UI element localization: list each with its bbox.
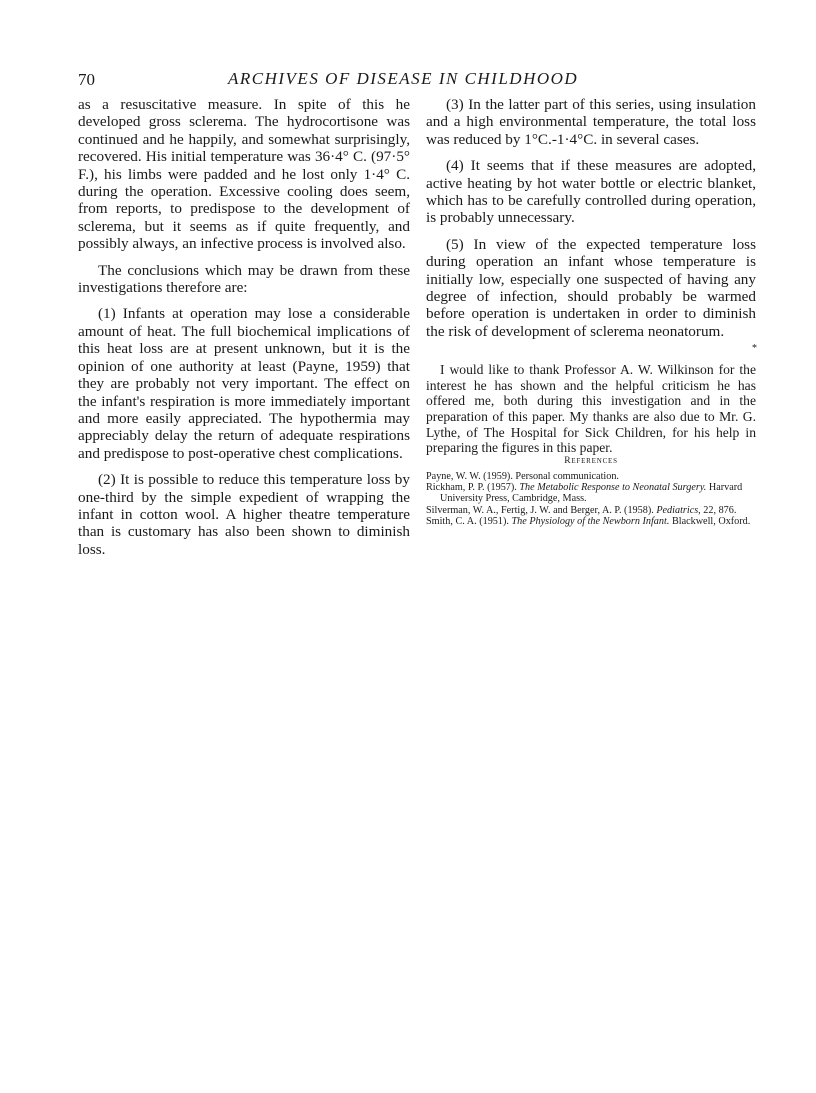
body-paragraph: The conclusions which may be drawn from these investigations therefore are:	[78, 261, 410, 297]
reference-item	[426, 505, 756, 516]
references-heading: References	[564, 456, 618, 466]
reference-detail: Blackwell, Oxford.	[671, 515, 751, 527]
reference-item	[426, 516, 756, 527]
reference-title: Pediatrics,	[656, 504, 701, 516]
acknowledgement: I would like to thank Professor A. W. Wilkinson for the interest he has shown and the helpful criticism he has offered me, both during this investigation and in the preparation of this paper. My thanks are also due to Mr. G. Lythe, of The Hospital for Sick Children, for his help in preparing the figures in this paper.	[426, 362, 756, 456]
conclusion-item-5: (5) In view of the expected temperature loss during operation an infant whose temperature is initially low, especially one suspected of having any degree of infection, should probably be warmed before operation is undertaken in order to diminish the risk of development of sclerema neonatorum.	[426, 235, 756, 340]
conclusion-item-3: (3) In the latter part of this series, using insulation and a high environmental temperature, the total loss was reduced by 1°C.-1·4°C. in several cases.	[426, 96, 756, 148]
reference-authors: Smith, C. A. (1951).	[426, 515, 509, 527]
reference-authors: Payne, W. W. (1959).	[426, 471, 513, 482]
conclusion-item-4: (4) It seems that if these measures are adopted, active heating by hot water bottle or electric blanket, which has to be carefully controlled during operation, is probably unnecessary.	[426, 157, 756, 227]
reference-title: The Metabolic Response to Neonatal Surgery.	[519, 482, 707, 494]
reference-item	[426, 482, 756, 504]
stray-mark: *	[752, 343, 757, 354]
body-paragraph: as a resuscitative measure. In spite of this he developed gross sclerema. The hydrocortisone was continued and he happily, and somewhat surprisingly, recovered. His initial temperature was 36·4° C. (97·5° F.), his limbs were padded and he lost only 1·4° C. during the operation. Excessive cooling does seem, from reports, to predispose to the development of sclerema, but it seems as if quite frequently, and possibly always, an infective process is involved also.	[78, 96, 410, 253]
reference-authors: Rickham, P. P. (1957).	[426, 482, 517, 494]
reference-detail: Personal communication.	[515, 471, 619, 482]
reference-title: The Physiology of the Newborn Infant.	[511, 515, 670, 527]
reference-detail: Harvard University Press, Cambridge, Mass.	[440, 482, 743, 505]
references-section	[426, 456, 756, 527]
reference-item	[426, 471, 756, 482]
running-head: ARCHIVES OF DISEASE IN CHILDHOOD	[228, 69, 579, 88]
conclusion-item-2: (2) It is possible to reduce this temperature loss by one-third by the simple expedient of wrapping the infant in cotton wool. A higher theatre temperature than is customary has also been shown to diminish loss.	[78, 471, 410, 558]
reference-authors: Silverman, W. A., Fertig, J. W. and Berger, A. P. (1958).	[426, 504, 654, 516]
left-column	[78, 96, 410, 567]
right-column	[426, 96, 756, 465]
conclusion-item-1: (1) Infants at operation may lose a considerable amount of heat. The full biochemical implications of this heat loss are at present unknown, but it is the opinion of one authority at least (Payne, 1959) that they are probably not very important. The effect on the infant's respiration is more immediately important and more easily appreciated. The hypothermia may appreciably delay the return of adequate respirations and predispose to post-operative chest complications.	[78, 305, 410, 462]
reference-detail: 22, 876.	[703, 504, 737, 516]
page-number: 70	[78, 70, 95, 89]
